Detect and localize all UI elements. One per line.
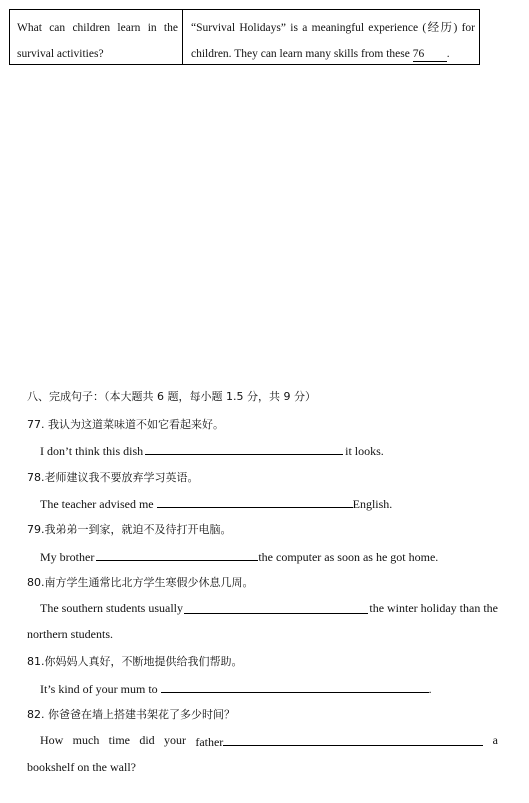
question-80-chinese: 80.南方学生通常比北方学生寒假少休息几周。 — [27, 576, 254, 589]
question-78-text-after: English. — [352, 497, 393, 511]
question-82-continuation: bookshelf on the wall? — [27, 760, 136, 774]
question-78-chinese: 78.老师建议我不要放弃学习英语。 — [27, 471, 199, 484]
question-82-english — [40, 733, 498, 750]
table-question-cell — [10, 10, 183, 64]
question-82-word-5: your — [164, 733, 186, 747]
table-answer-text: “Survival Holidays” is a meaningful experience (经历) for children. They can learn many skills from these — [191, 22, 475, 60]
question-79-text-before: My brother — [40, 550, 95, 564]
question-79-chinese: 79.我弟弟一到家，就迫不及待打开电脑。 — [27, 523, 232, 536]
question-82-word-2: much — [72, 733, 100, 747]
question-81-blank[interactable] — [161, 680, 429, 693]
answer-table — [9, 9, 480, 65]
answer-blank-76[interactable]: 76 — [413, 47, 447, 62]
question-80-continuation: northern students. — [27, 627, 113, 641]
question-82-chinese: 82. 你爸爸在墙上搭建书架花了多少时间？ — [27, 708, 235, 721]
question-77-text-before: I don’t think this dish — [40, 444, 144, 458]
question-78-text-before: The teacher advised me — [40, 497, 154, 511]
question-77-blank[interactable] — [145, 442, 343, 455]
question-77-text-after: it looks. — [345, 444, 384, 458]
question-82-word-3: time — [108, 733, 130, 747]
question-81-text-after: . — [428, 682, 432, 696]
table-question-text: What can children learn in the survival activities? — [17, 22, 178, 60]
question-77-english — [40, 442, 384, 459]
question-82-text-after: a — [492, 733, 498, 747]
question-80-blank[interactable] — [184, 601, 368, 614]
question-78-english — [40, 495, 392, 512]
question-82-word-1: How — [40, 733, 64, 747]
question-81-text-before: It’s kind of your mum to — [40, 682, 158, 696]
question-77-chinese: 77. 我认为这道菜味道不如它看起来好。 — [27, 418, 224, 431]
question-79-text-after: the computer as soon as he got home. — [258, 550, 439, 564]
question-82-word-6: father — [195, 735, 224, 749]
question-79-english — [40, 548, 438, 565]
question-82-blank[interactable] — [223, 733, 483, 746]
question-79-blank[interactable] — [96, 548, 258, 561]
section-title: 八、完成句子：（本大题共 6 题，每小题 1.5 分，共 9 分） — [27, 390, 316, 403]
question-80-text-before: The southern students usually — [40, 601, 183, 615]
question-81-english — [40, 680, 432, 697]
table-answer-end: . — [446, 48, 450, 60]
question-78-blank[interactable] — [157, 495, 353, 508]
question-81-chinese: 81.你妈妈人真好，不断地提供给我们帮助。 — [27, 655, 243, 668]
question-80-english — [40, 601, 498, 616]
question-82-word-4: did — [139, 733, 155, 747]
question-80-text-after: the winter holiday than the — [369, 601, 498, 615]
table-answer-cell — [183, 10, 479, 64]
question-82-word-6-blank-group — [195, 733, 483, 750]
